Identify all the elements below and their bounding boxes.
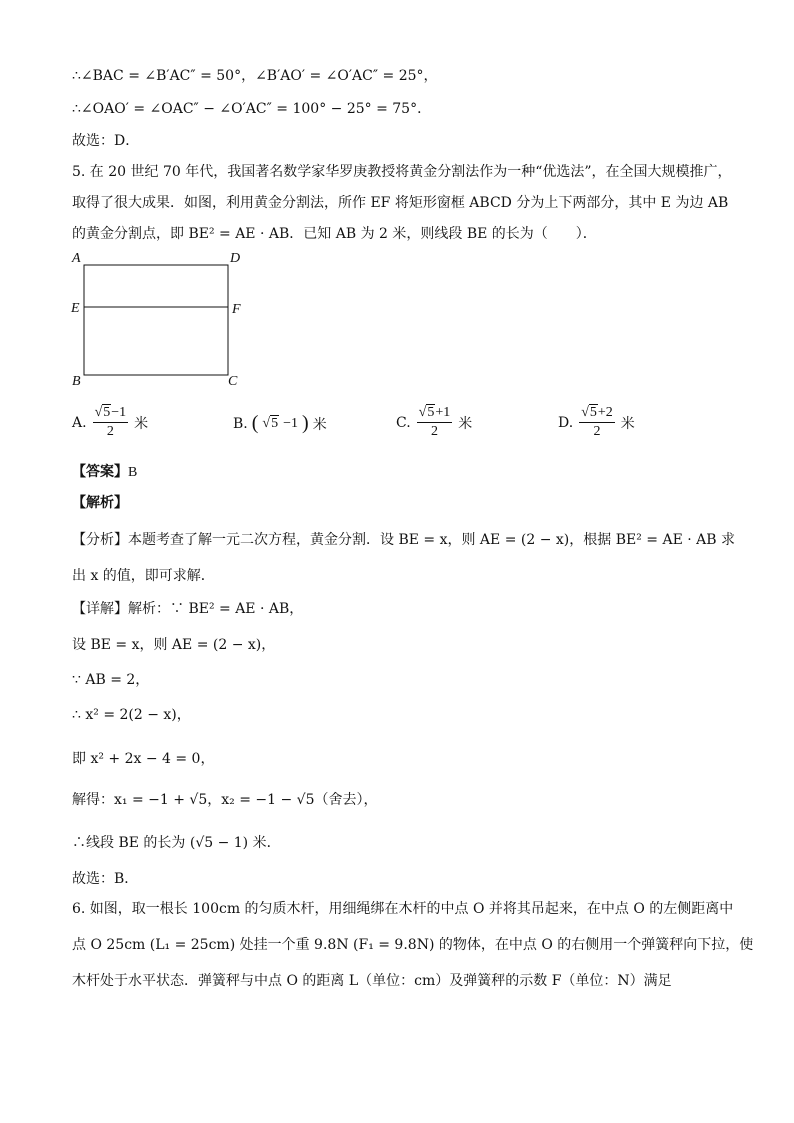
option-d-letter: D. (558, 414, 574, 431)
option-c (396, 404, 472, 441)
question-5-line-2: 取得了很大成果．如图，利用黄金分割法，所作 EF 将矩形窗框 ABCD 分为上下两部分，其中 E 为边 AB (72, 195, 729, 211)
label-b: B (72, 374, 81, 389)
option-d-radicand: 5 (589, 405, 597, 420)
option-d-fraction: $\frac{√5+2}{2}$ (581, 405, 613, 439)
solution-step-3: ∵ AB = 2， (72, 672, 150, 688)
option-a (72, 404, 148, 441)
answer-line (72, 462, 137, 483)
option-a-letter: A. (72, 414, 87, 431)
answer-value: B (128, 465, 138, 480)
option-b: B. ( √5 −1 ) 米 (233, 412, 327, 434)
question-6-line-3: 木杆处于水平状态．弹簧秤与中点 O 的距离 L（单位：cm）及弹簧秤的示数 F（单位：N）满足 (72, 973, 672, 989)
option-b-unit: 米 (312, 416, 327, 433)
question-5-line-1: 5. 在 20 世纪 70 年代，我国著名数学家华罗庚教授将黄金分割法作为一种“优选法”，在全国大规模推广， (72, 164, 732, 180)
solution-step-8: 故选：B． (72, 871, 139, 887)
analysis-tag: 【解析】 (72, 495, 128, 511)
rectangle-abcd (84, 265, 228, 375)
option-c-unit: 米 (458, 415, 473, 432)
label-a: A (72, 251, 81, 266)
question-6-line-2: 点 O 25cm (L₁ = 25cm) 处挂一个重 9.8N (F₁ = 9.8N) 的物体，在中点 O 的右侧用一个弹簧秤向下拉，使 (72, 937, 754, 953)
answer-tag: 【答案】 (72, 464, 128, 480)
option-b-radicand: 5 (271, 415, 279, 431)
label-c: C (228, 374, 238, 389)
line-angle-bac: ∴∠BAC = ∠B′AC″ = 50°，∠B′AO′ = ∠O′AC″ = 25°， (72, 68, 438, 84)
solution-step-6: 解得：x₁ = −1 + √5，x₂ = −1 − √5（舍去）， (72, 792, 378, 808)
question-5-line-3: 的黄金分割点，即 BE² = AE · AB．已知 AB 为 2 米，则线段 BE 的长为（ ）． (72, 226, 597, 242)
line-choice-d: 故选：D． (72, 133, 140, 149)
line-angle-oao: ∴∠OAO′ = ∠OAC″ − ∠O′AC″ = 100° − 25° = 75°． (72, 101, 432, 117)
solution-step-4: ∴ x² = 2(2 − x)， (72, 707, 191, 723)
option-a-radicand: 5 (103, 405, 111, 420)
option-b-rest: −1 (283, 415, 299, 431)
label-d: D (230, 251, 241, 266)
analysis-line-1: 【分析】本题考查了解一元二次方程，黄金分割．设 BE = x，则 AE = (2 − x)，根据 BE² = AE · AB 求 (72, 532, 735, 548)
option-d (558, 404, 635, 441)
option-a-den: 2 (106, 424, 114, 439)
option-d-unit: 米 (620, 415, 635, 432)
option-a-unit: 米 (134, 415, 149, 432)
option-a-num-rest: −1 (111, 405, 127, 420)
option-c-letter: C. (396, 414, 411, 431)
option-c-num-rest: +1 (435, 405, 451, 420)
analysis-line-2: 出 x 的值，即可求解． (72, 568, 215, 584)
option-b-letter: B. (233, 415, 248, 432)
option-c-fraction: $\frac{√5+1}{2}$ (418, 405, 451, 439)
rectangle-figure (66, 248, 256, 392)
label-f: F (232, 302, 241, 317)
option-c-radicand: 5 (427, 405, 435, 420)
label-e: E (71, 301, 80, 316)
question-6-line-1: 6. 如图，取一根长 100cm 的匀质木杆，用细绳绑在木杆的中点 O 并将其吊起来，在中点 O 的左侧距离中 (72, 901, 734, 917)
option-c-den: 2 (430, 424, 438, 439)
solution-step-7: ∴线段 BE 的长为 (√5 − 1) 米． (72, 835, 281, 851)
option-d-num-rest: +2 (597, 405, 613, 420)
solution-step-5: 即 x² + 2x − 4 = 0， (72, 751, 215, 767)
option-d-den: 2 (593, 424, 601, 439)
option-a-fraction: $\frac{√5-1}{2}$ (94, 405, 127, 439)
solution-step-2: 设 BE = x，则 AE = (2 − x)， (72, 637, 276, 653)
solution-step-1: 【详解】解析：∵ BE² = AE · AB， (72, 601, 304, 617)
